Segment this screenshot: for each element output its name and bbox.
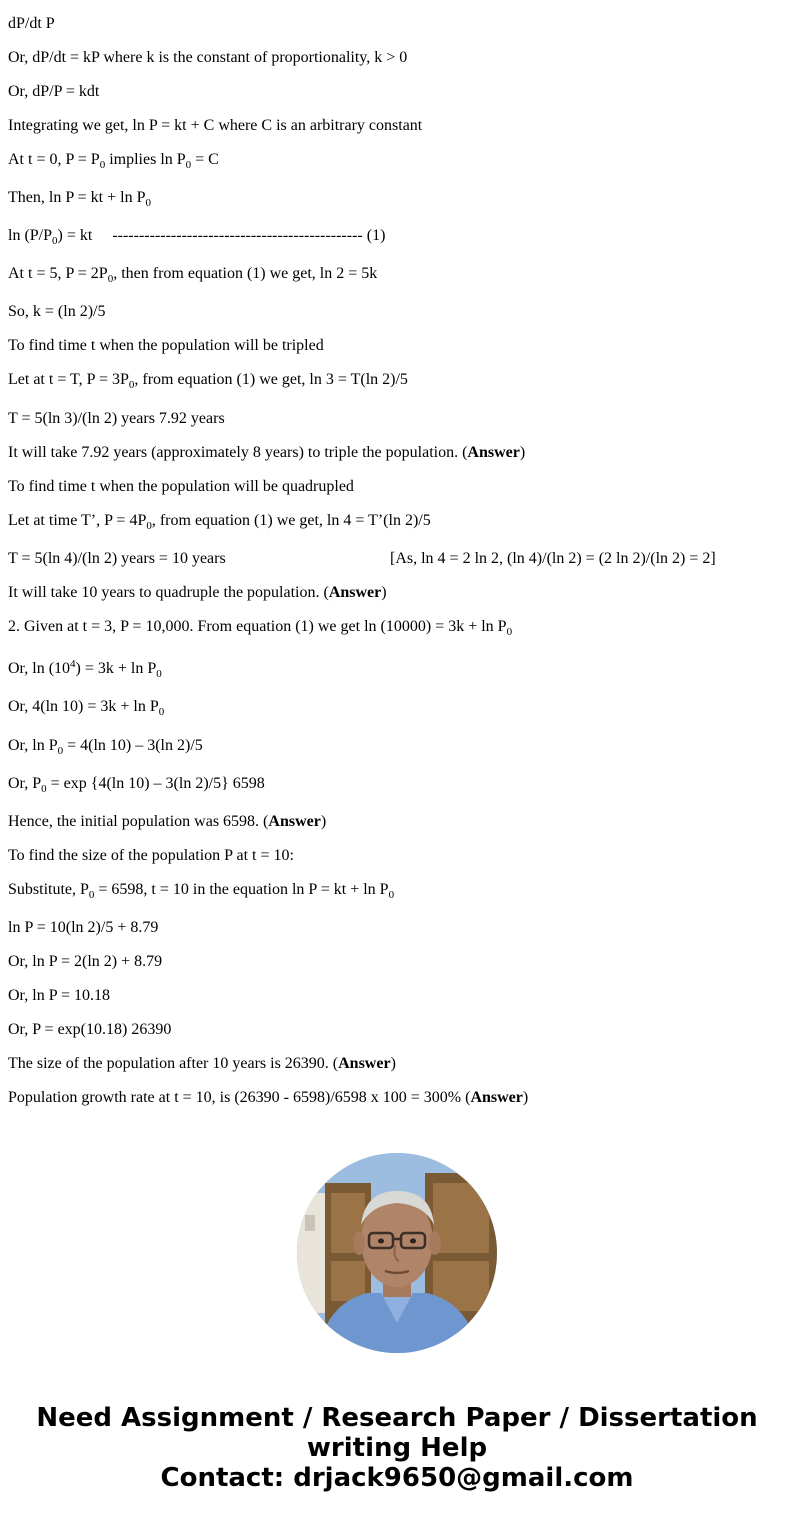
line-27: Or, ln P = 2(ln 2) + 8.79 — [8, 953, 163, 970]
author-portrait-icon — [297, 1153, 497, 1353]
line-12: T = 5(ln 3)/(ln 2) years 7.92 years — [8, 410, 225, 427]
line-30: The size of the population after 10 years is 26390. (Answer) — [8, 1055, 396, 1072]
line-19: Or, $\ln (10^4) = 3k + \ln P_0$ — [8, 658, 162, 680]
line-10: To find time t when the population will be tripled — [8, 337, 324, 354]
line-29: Or, P = exp(10.18) 26390 — [8, 1021, 172, 1038]
line-16: T = 5(ln 4)/(ln 2) years = 10 years [As, ln 4 = 2 ln 2, (ln 4)/(ln 2) = (2 ln 2)/(ln 2) = 2] — [8, 550, 716, 567]
line-24: To find the size of the population P at t = 10: — [8, 847, 294, 864]
line-17: It will take 10 years to quadruple the population. (Answer) — [8, 584, 387, 601]
footer-line-2: writing Help — [306, 1433, 488, 1463]
line-26: ln P = 10(ln 2)/5 + 8.79 — [8, 919, 159, 936]
line-14: To find time t when the population will be quadrupled — [8, 478, 354, 495]
line-1: dP/dt P — [8, 15, 55, 32]
line-5: At t = 0, $P = P_0$ implies $\ln P_0 = C$ — [8, 151, 219, 171]
line-6: Then, ln P = kt + $\ln P_0$ — [8, 189, 151, 209]
line-11: Let at t = T, $P = 3P_0$, from equation (1) we get, ln 3 = T(ln 2)/5 — [8, 371, 408, 391]
line-15: Let at time T’, $P = 4P_0$, from equation (1) we get, ln 4 = T’(ln 2)/5 — [8, 512, 431, 532]
line-21: Or, $\ln P_0 = 4(\ln$ 10) – 3(ln 2)/5 — [8, 737, 203, 757]
line-23: Hence, the initial population was 6598. (Answer) — [8, 813, 327, 830]
line-13: It will take 7.92 years (approximately 8 years) to triple the population. (Answer) — [8, 444, 526, 461]
line-8: At t = 5, $P = 2P_0$, then from equation (1) we get, ln 2 = 5k — [8, 265, 378, 285]
line-2: Or, dP/dt = kP where k is the constant of proportionality, k > 0 — [8, 49, 408, 66]
line-28: Or, ln P = 10.18 — [8, 987, 111, 1004]
author-avatar — [297, 1153, 497, 1353]
line-16-note: [As, ln 4 = 2 ln 2, (ln 4)/(ln 2) = (2 ln 2)/(ln 2) = 2] — [390, 550, 716, 567]
line-9: So, k = (ln 2)/5 — [8, 303, 106, 320]
line-3: Or, dP/P = kdt — [8, 83, 100, 100]
line-25: Substitute, $P_0 = 6598$, t = 10 in the equation ln P = kt + $\ln P_0$ — [8, 881, 395, 901]
line-31: Population growth rate at t = 10, is (26390 - 6598)/6598 x 100 = 300% (Answer) — [8, 1089, 529, 1106]
line-4: Integrating we get, ln P = kt + C where C is an arbitrary constant — [8, 117, 423, 134]
footer-line-1: Need Assignment / Research Paper / Dissertation — [36, 1403, 758, 1433]
footer-contact-banner — [0, 1403, 794, 1493]
line-20: Or, 4(ln $10) = 3k + \ln P_0$ — [8, 698, 165, 718]
line-18: 2. Given at t = 3, P = 10,000. From equation (1) we get $\ln (10000) = 3k + \ln P_0$ — [8, 618, 513, 638]
line-22: Or, $P_0 = \exp \{4(\ln$ 10) – 3(ln 2)/5} 6598 — [8, 775, 265, 795]
footer-contact-email[interactable]: Contact: drjack9650@gmail.com — [160, 1463, 634, 1493]
line-7: $\ln (P/P_0)$ = kt ----------------------------------------------- (1) — [8, 227, 386, 247]
